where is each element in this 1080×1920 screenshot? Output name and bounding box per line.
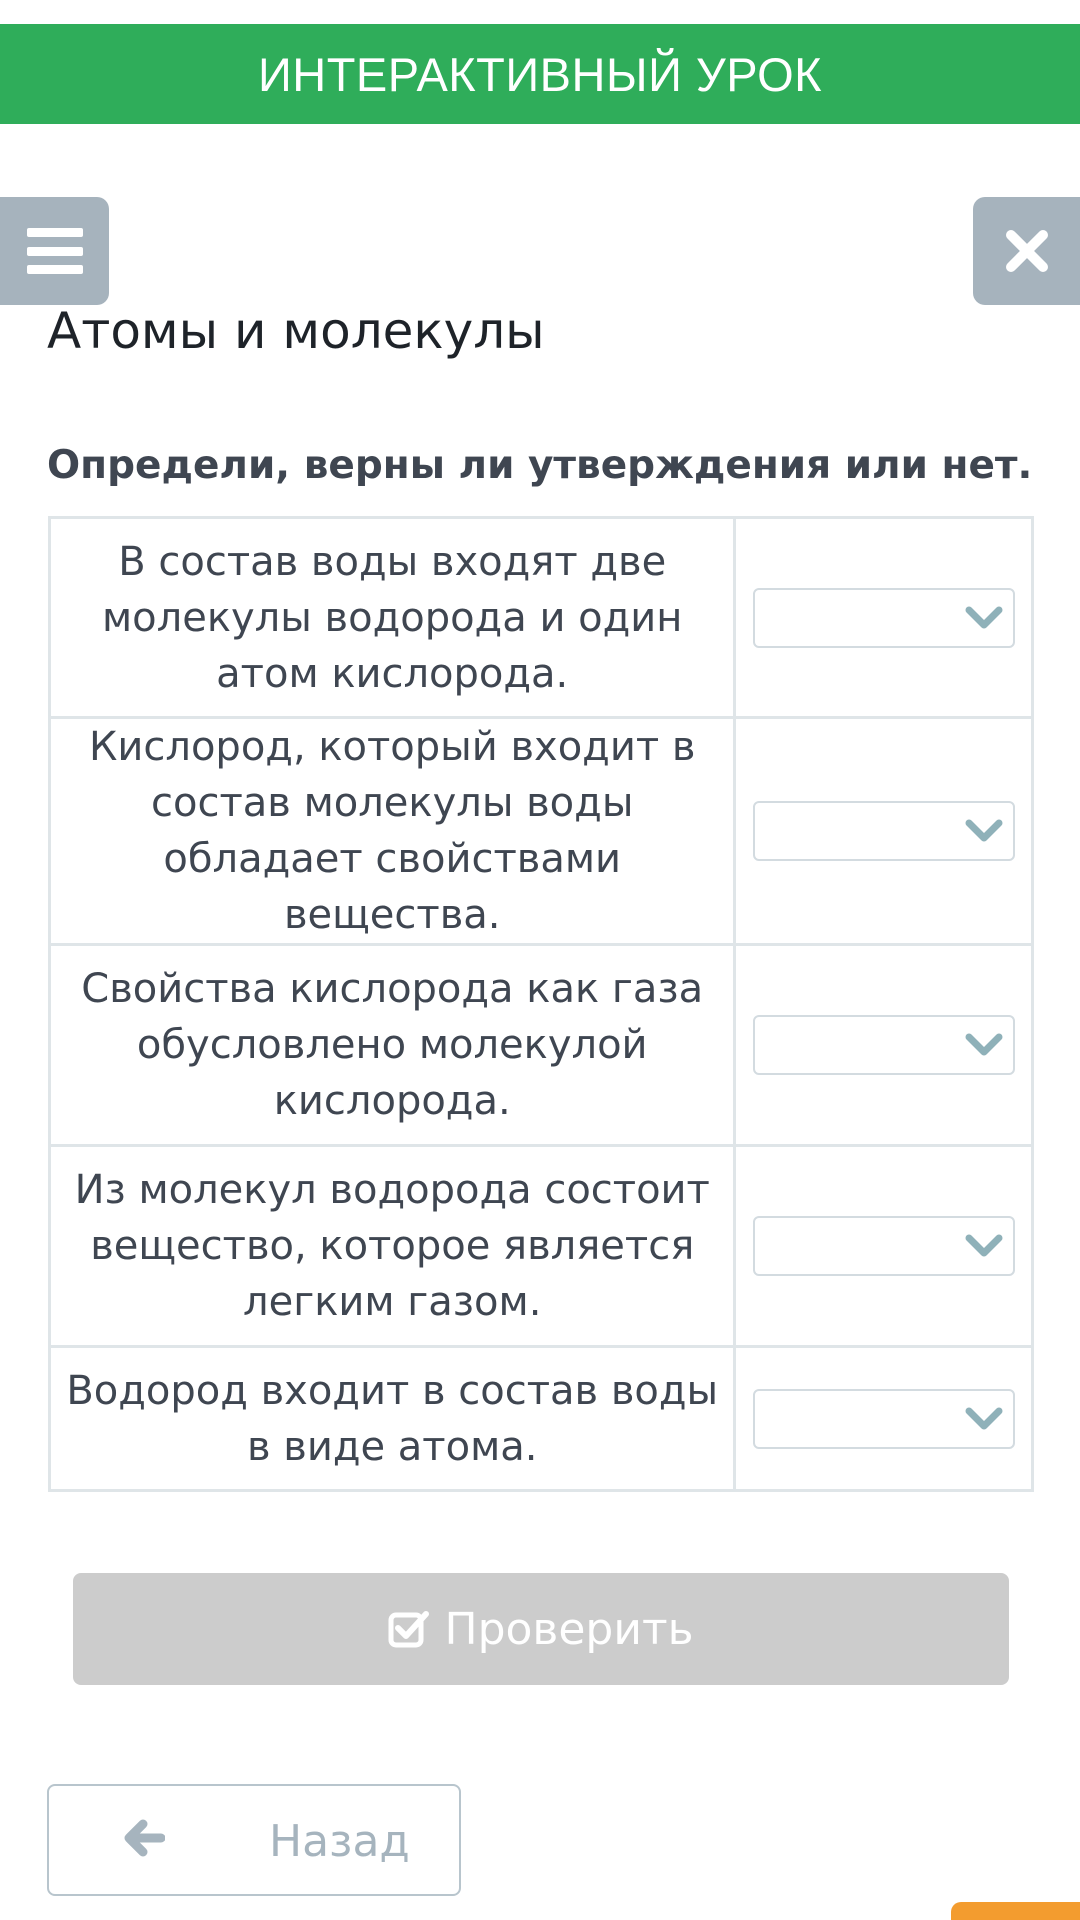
header-title: ИНТЕРАКТИВНЫЙ УРОК xyxy=(257,47,823,101)
task-instruction: Определи, верны ли утверждения или нет. xyxy=(47,443,1033,488)
back-button[interactable] xyxy=(47,1784,461,1896)
statement-text: В состав воды входят две молекулы водорода и один атом кислорода. xyxy=(50,518,735,718)
chevron-down-icon xyxy=(965,1234,1003,1258)
answer-select[interactable] xyxy=(753,1216,1015,1276)
table-row xyxy=(50,718,1033,945)
check-button-label: Проверить xyxy=(444,1603,694,1655)
statement-text: Кислород, который входит в состав молекулы воды обладает свойствами вещества. xyxy=(50,718,735,945)
answer-cell xyxy=(735,1347,1033,1491)
header-banner xyxy=(0,24,1080,124)
chevron-down-icon xyxy=(965,1033,1003,1057)
answer-select[interactable] xyxy=(753,1015,1015,1075)
answer-cell xyxy=(735,945,1033,1146)
next-button-edge[interactable] xyxy=(951,1902,1080,1920)
answer-cell xyxy=(735,518,1033,718)
table-row xyxy=(50,945,1033,1146)
table-row xyxy=(50,1347,1033,1491)
close-icon xyxy=(1005,229,1049,273)
answer-cell xyxy=(735,718,1033,945)
answer-select[interactable] xyxy=(753,1389,1015,1449)
close-button[interactable] xyxy=(973,197,1080,305)
chevron-down-icon xyxy=(965,819,1003,843)
back-button-label: Назад xyxy=(269,1816,410,1867)
statements-table xyxy=(48,516,1034,1492)
chevron-down-icon xyxy=(965,606,1003,630)
lesson-title: Атомы и молекулы xyxy=(47,302,545,360)
chevron-down-icon xyxy=(965,1407,1003,1431)
answer-cell xyxy=(735,1146,1033,1347)
statement-text: Свойства кислорода как газа обусловлено молекулой кислорода. xyxy=(50,945,735,1146)
statement-text: Из молекул водорода состоит вещество, которое является легким газом. xyxy=(50,1146,735,1347)
statement-text: Водород входит в состав воды в виде атома. xyxy=(50,1347,735,1491)
answer-select[interactable] xyxy=(753,588,1015,648)
status-strip xyxy=(0,0,1080,24)
answer-select[interactable] xyxy=(753,801,1015,861)
check-button[interactable] xyxy=(73,1573,1009,1685)
menu-button[interactable] xyxy=(0,197,109,305)
arrow-left-icon xyxy=(121,1816,165,1860)
table-row xyxy=(50,1146,1033,1347)
checkbox-check-icon xyxy=(388,1608,430,1650)
table-row xyxy=(50,518,1033,718)
hamburger-menu-icon xyxy=(27,228,83,274)
